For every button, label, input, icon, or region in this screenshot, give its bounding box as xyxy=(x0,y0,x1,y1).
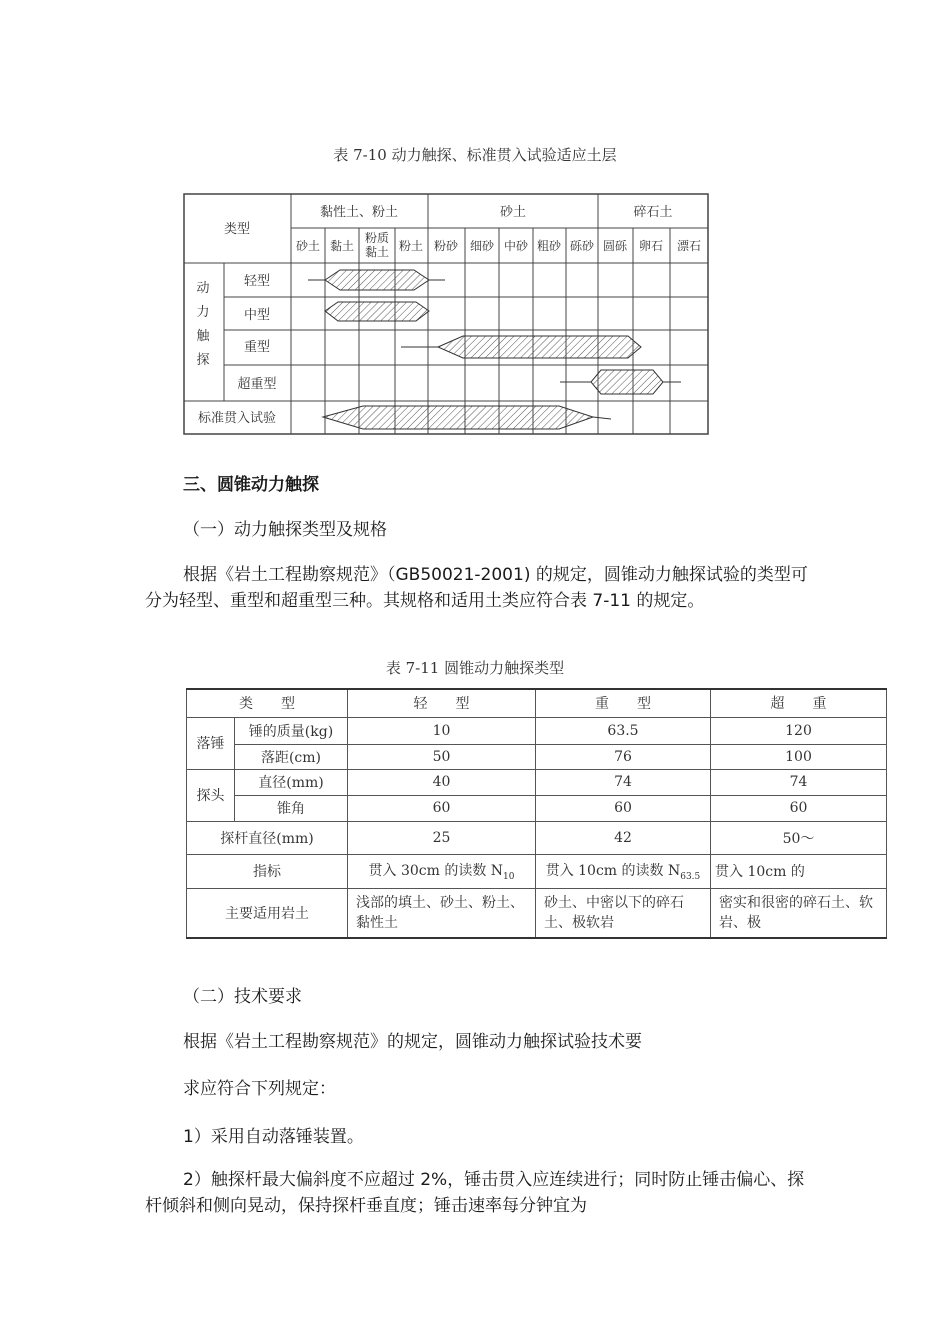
col-header: 粗砂 xyxy=(536,239,562,253)
dynamic-label-char: 触 xyxy=(196,329,210,344)
col-header: 砾砂 xyxy=(569,239,595,253)
table-row xyxy=(187,795,887,821)
cell: 74 xyxy=(536,769,711,795)
col-header: 漂石 xyxy=(676,239,702,253)
cell: 42 xyxy=(536,821,711,854)
row-label-superheavy: 超重型 xyxy=(237,377,277,392)
paragraph-1-text: 根据《岩土工程勘察规范》（GB50021-2001) 的规定，圆锥动力触探试验的类型可分为轻型、重型和超重型三种。其规格和适用土类应符合表 7-11 的规定。 xyxy=(145,565,808,611)
cell: 25 xyxy=(348,821,536,854)
col-header: 粉砂 xyxy=(433,239,459,253)
bar-heavy xyxy=(401,336,641,358)
row-label-medium: 中型 xyxy=(243,308,271,323)
index-label: 指标 xyxy=(187,854,348,888)
drop-label: 落距(cm) xyxy=(235,744,348,769)
table-row xyxy=(187,744,887,769)
rod-label: 探杆直径(mm) xyxy=(187,821,348,854)
header-heavy: 重 型 xyxy=(536,689,711,717)
list-item-1: 1）采用自动落锤装置。 xyxy=(183,1127,364,1147)
list-item-2 xyxy=(145,1167,810,1219)
col-header: 黏土 xyxy=(364,245,390,259)
header-type: 类 型 xyxy=(187,689,348,717)
cell: 密实和很密的碎石土、软岩、极 xyxy=(711,888,887,938)
index-subscript: 63.5 xyxy=(680,871,701,882)
index-text: 贯入 30cm 的读数 N xyxy=(368,863,504,880)
table-7-10-figure xyxy=(183,193,709,435)
table-row xyxy=(187,717,887,744)
cell xyxy=(536,854,711,888)
group-header-gravel: 碎石土 xyxy=(633,205,673,220)
list-item-2-text: 2）触探杆最大偏斜度不应超过 2%，锤击贯入应连续进行；同时防止锤击偏心、探杆倾斜和侧向晃动，保持探杆垂直度；锤击速率每分钟宜为 xyxy=(145,1170,805,1216)
table-row xyxy=(187,821,887,854)
table-row xyxy=(187,888,887,938)
bar-light xyxy=(308,270,445,290)
soil-label: 主要适用岩土 xyxy=(187,888,348,938)
index-subscript: 10 xyxy=(503,871,515,882)
dynamic-label-char: 探 xyxy=(196,353,210,368)
col-header: 黏土 xyxy=(329,239,355,253)
paragraph-1 xyxy=(145,562,810,614)
cell: 120 xyxy=(711,717,887,744)
row-label-heavy: 重型 xyxy=(243,340,271,355)
cell: 63.5 xyxy=(536,717,711,744)
subsection-2-title: （二）技术要求 xyxy=(183,987,302,1007)
row-label-light: 轻型 xyxy=(243,274,271,289)
table-7-10-caption: 表 7-10 动力触探、标准贯入试验适应土层 xyxy=(333,146,617,164)
diameter-label: 直径(mm) xyxy=(235,769,348,795)
table-header-row xyxy=(187,689,887,717)
group-header-cohesive: 黏性土、粉土 xyxy=(319,205,399,220)
bar-medium xyxy=(325,302,429,321)
table-7-11-grid xyxy=(186,688,887,939)
index-text: 贯入 10cm 的读数 N xyxy=(545,863,681,880)
table-7-11-caption: 表 7-11 圆锥动力触探类型 xyxy=(385,659,565,677)
cone-label: 锥角 xyxy=(235,795,348,821)
cell: 贯入 10cm 的 xyxy=(711,854,887,888)
col-header: 细砂 xyxy=(469,239,495,253)
col-header: 圆砾 xyxy=(602,239,628,253)
group-header-sand: 砂土 xyxy=(499,205,527,220)
header-superheavy: 超 重 xyxy=(711,689,887,717)
col-header: 粉质 xyxy=(364,231,390,245)
cell: 砂土、中密以下的碎石土、极软岩 xyxy=(536,888,711,938)
cell: 50 xyxy=(348,744,536,769)
probe-label: 探头 xyxy=(187,769,235,821)
cell: 40 xyxy=(348,769,536,795)
col-header: 卵石 xyxy=(638,239,664,253)
dynamic-label-char: 动 xyxy=(196,281,210,296)
cell: 60 xyxy=(711,795,887,821)
table-7-10 xyxy=(183,193,709,435)
cell xyxy=(348,854,536,888)
cell: 74 xyxy=(711,769,887,795)
cell: 10 xyxy=(348,717,536,744)
cell: 60 xyxy=(348,795,536,821)
cell: 浅部的填土、砂土、粉土、黏性土 xyxy=(348,888,536,938)
paragraph-3: 求应符合下列规定： xyxy=(183,1079,336,1099)
header-light: 轻 型 xyxy=(348,689,536,717)
cell: 60 xyxy=(536,795,711,821)
table-row xyxy=(187,769,887,795)
row-label-spt: 标准贯入试验 xyxy=(197,411,277,426)
cell: 76 xyxy=(536,744,711,769)
subsection-1-title: （一）动力触探类型及规格 xyxy=(183,520,387,540)
paragraph-2: 根据《岩土工程勘察规范》的规定，圆锥动力触探试验技术要 xyxy=(183,1032,642,1052)
bar-spt xyxy=(323,406,611,429)
section-3-title: 三、圆锥动力触探 xyxy=(183,475,319,495)
dynamic-label-char: 力 xyxy=(196,305,210,320)
type-header: 类型 xyxy=(223,222,251,237)
col-header: 中砂 xyxy=(503,239,529,253)
table-7-11 xyxy=(186,688,873,938)
hammer-mass-label: 锤的质量(kg) xyxy=(235,717,348,744)
col-header: 砂土 xyxy=(295,239,321,253)
cell: 50～ xyxy=(711,821,887,854)
table-row xyxy=(187,854,887,888)
hammer-label: 落锤 xyxy=(187,717,235,769)
cell: 100 xyxy=(711,744,887,769)
col-header: 粉土 xyxy=(398,239,424,253)
bar-superheavy xyxy=(560,370,681,394)
